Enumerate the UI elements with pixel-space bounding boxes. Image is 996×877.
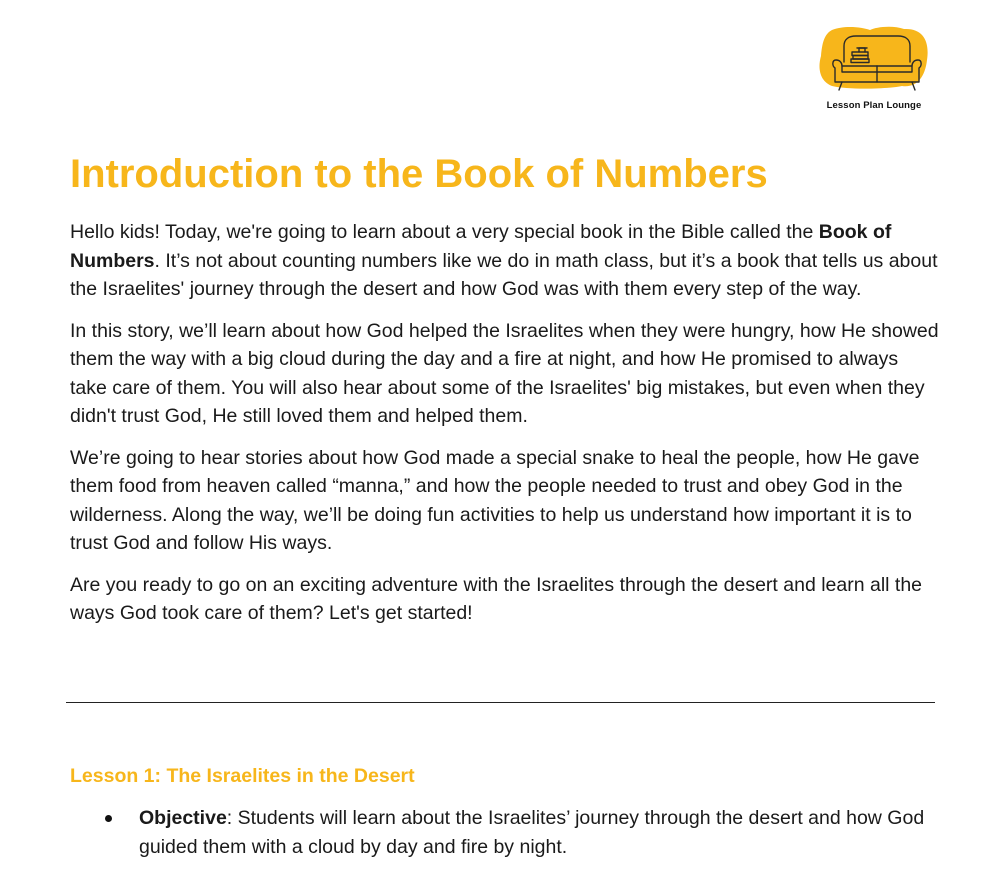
section-divider: [66, 702, 935, 703]
objective-text: : Students will learn about the Israelites’ journey through the desert and how God guided them with a cloud by day and fire by night.: [139, 807, 925, 858]
armchair-with-books-icon: [818, 26, 930, 100]
intro-paragraph-4: Are you ready to go on an exciting adventure with the Israelites through the desert and learn all the ways God took care of them? Let's get started!: [70, 573, 923, 624]
intro-section: [70, 218, 940, 641]
page-title: Introduction to the Book of Numbers: [70, 152, 768, 196]
lesson-1-heading: Lesson 1: The Israelites in the Desert: [70, 765, 415, 787]
intro-p1-start: Hello kids! Today, we're going to learn about a very special book in the Bible called the: [70, 221, 819, 243]
objective-bullet: [70, 804, 930, 861]
brand-name: Lesson Plan Lounge: [826, 100, 922, 111]
intro-paragraph-3: We’re going to hear stories about how God made a special snake to heal the people, how He gave them food from heaven called “manna,” and how the people needed to trust and obey God in the wilderness. Along the way, we’ll be doing fun activities to help us understand how important it is to trust God and follow His ways.: [70, 446, 920, 554]
intro-p1-end: . It’s not about counting numbers like we do in math class, but it’s a book that tells us about the Israelites' journey through the desert and how God was with them every step of the way.: [70, 249, 938, 300]
intro-paragraph-1: [70, 218, 940, 304]
book-of-numbers-bold: Book of Numbers: [70, 221, 892, 272]
lesson-1-bullet-list: [70, 804, 930, 861]
intro-paragraph-2: In this story, we’ll learn about how God helped the Israelites when they were hungry, how He showed them the way with a big cloud during the day and a fire at night, and how He promised to always take care of them. You will also hear about some of the Israelites' big mistakes, but even when they didn't trust God, He still loved them and helped them.: [70, 319, 939, 427]
brand-logo: [818, 26, 930, 116]
bullet-dot-icon: [105, 815, 112, 822]
objective-label: Objective: [139, 807, 227, 829]
